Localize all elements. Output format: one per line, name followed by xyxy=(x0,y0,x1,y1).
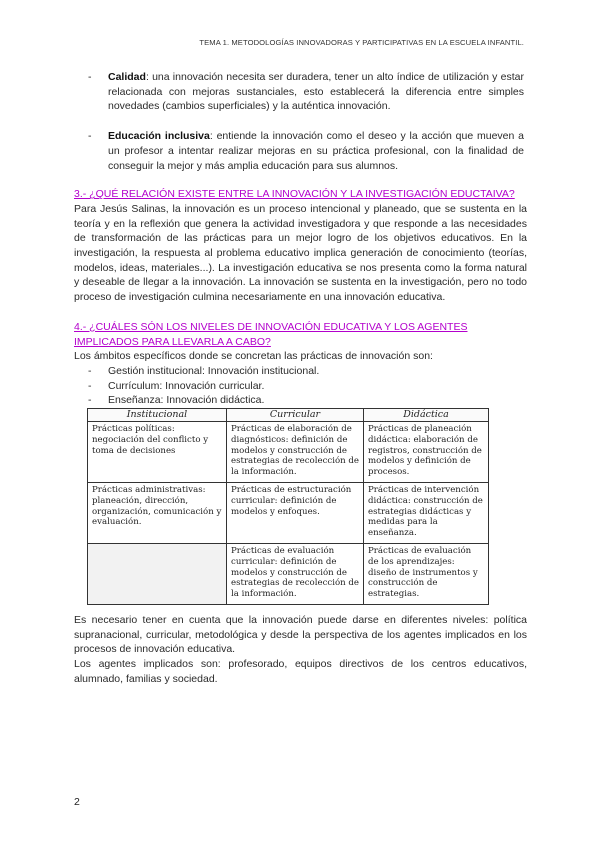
bullet-text: : una innovación necesita ser duradera, tener un alto índice de utilización y estar relacionada con mejoras sustanciales, esto establecerá la diferencia entre simples novedades (cambios superficiales) y la auténtica innovación. xyxy=(108,71,524,113)
table-cell: Prácticas de evaluación de los aprendizajes: diseño de instrumentos y construcción de estrategias. xyxy=(364,544,489,605)
bullet-dash: - xyxy=(88,130,92,143)
running-header: TEMA 1. METODOLOGÍAS INNOVADORAS Y PARTICIPATIVAS EN LA ESCUELA INFANTIL. xyxy=(199,38,524,47)
section-3-heading: 3.- ¿QUÉ RELACIÓN EXISTE ENTRE LA INNOVACIÓN Y LA INVESTIGACIÓN EDUCTAIVA? xyxy=(74,188,515,201)
table-row xyxy=(88,422,489,483)
section-4-intro: Los ámbitos específicos donde se concretan las prácticas de innovación son: xyxy=(74,350,433,363)
section-4-heading: 4.- ¿CUÁLES SÓN LOS NIVELES DE INNOVACIÓN EDUCATIVA Y LOS AGENTES IMPLICADOS PARA LLEVARLA A CABO? xyxy=(74,320,468,348)
column-header: Curricular xyxy=(227,409,364,422)
agents-paragraph: Los agentes implicados son: profesorado, equipos directivos de los centros educativos, alumnado, familias y sociedad. xyxy=(74,658,527,685)
page-content xyxy=(74,70,527,687)
table-row xyxy=(88,544,489,605)
list-item: - Enseñanza: Innovación didáctica. xyxy=(88,394,265,407)
table-header-row xyxy=(88,409,489,422)
section-3-body: Para Jesús Salinas, la innovación es un proceso intencional y planeado, que se sustenta en la teoría y en la reflexión que genera la actividad investigadora y que responde a las necesidades de transformación de las prácticas para un mejor logro de los objetivos educativos. En la investigación, la respuesta al problema educativo implica generación de conocimiento (teorías, modelos, ideas, materiales...). La investigación educativa se nos presenta como la forma natural y deseable de llegar a la innovación. La innovación se sustenta en la investigación, pero no todo proceso de investigación culmina necesariamente en una innovación educativa. xyxy=(74,202,527,304)
bullet-educacion-inclusiva xyxy=(88,129,527,173)
table-cell: Prácticas de planeación didáctica: elaboración de registros, construcción de modelos y definición de procesos. xyxy=(364,422,489,483)
column-header: Didáctica xyxy=(364,409,489,422)
levels-paragraph: Es necesario tener en cuenta que la innovación puede darse en diferentes niveles: política supranacional, curricular, metodológica y desde la perspectiva de los agentes implicados en los procesos de innovación educativa. xyxy=(74,614,527,656)
table-cell: Prácticas de evaluación curricular: definición de modelos y construcción de estrategias de recolección de la información. xyxy=(227,544,364,605)
bullet-dash: - xyxy=(88,71,92,83)
table-cell: Prácticas de elaboración de diagnósticos: definición de modelos y construcción de estrategias de recolección de la información. xyxy=(227,422,364,483)
table-cell: Prácticas de estructuración curricular: definición de modelos y enfoques. xyxy=(227,483,364,544)
bullet-calidad xyxy=(88,70,527,114)
table-cell: Prácticas administrativas: planeación, dirección, organización, comunicación y evaluación. xyxy=(88,483,227,544)
page-number: 2 xyxy=(74,796,80,808)
bullet-text: : entiende la innovación como el deseo y la acción que mueven a un profesor a intentar realizar mejoras en su práctica profesional, con la finalidad de conseguir la mejor y más amplia educación para sus alumnos. xyxy=(108,130,525,172)
column-header: Institucional xyxy=(88,409,227,422)
bullet-term: Calidad xyxy=(108,71,146,83)
table-row xyxy=(88,483,489,544)
table-cell: Prácticas políticas: negociación del conflicto y toma de decisiones xyxy=(88,422,227,483)
table-cell-empty xyxy=(88,544,227,605)
table-cell: Prácticas de intervención didáctica: construcción de estrategias didácticas y medidas para la enseñanza. xyxy=(364,483,489,544)
innovation-practices-table xyxy=(87,408,489,605)
list-item: - Currículum: Innovación curricular. xyxy=(88,379,265,392)
bullet-term: Educación inclusiva xyxy=(108,130,210,143)
list-item: - Gestión institucional: Innovación institucional. xyxy=(88,364,320,377)
innovation-areas-list xyxy=(74,364,527,408)
